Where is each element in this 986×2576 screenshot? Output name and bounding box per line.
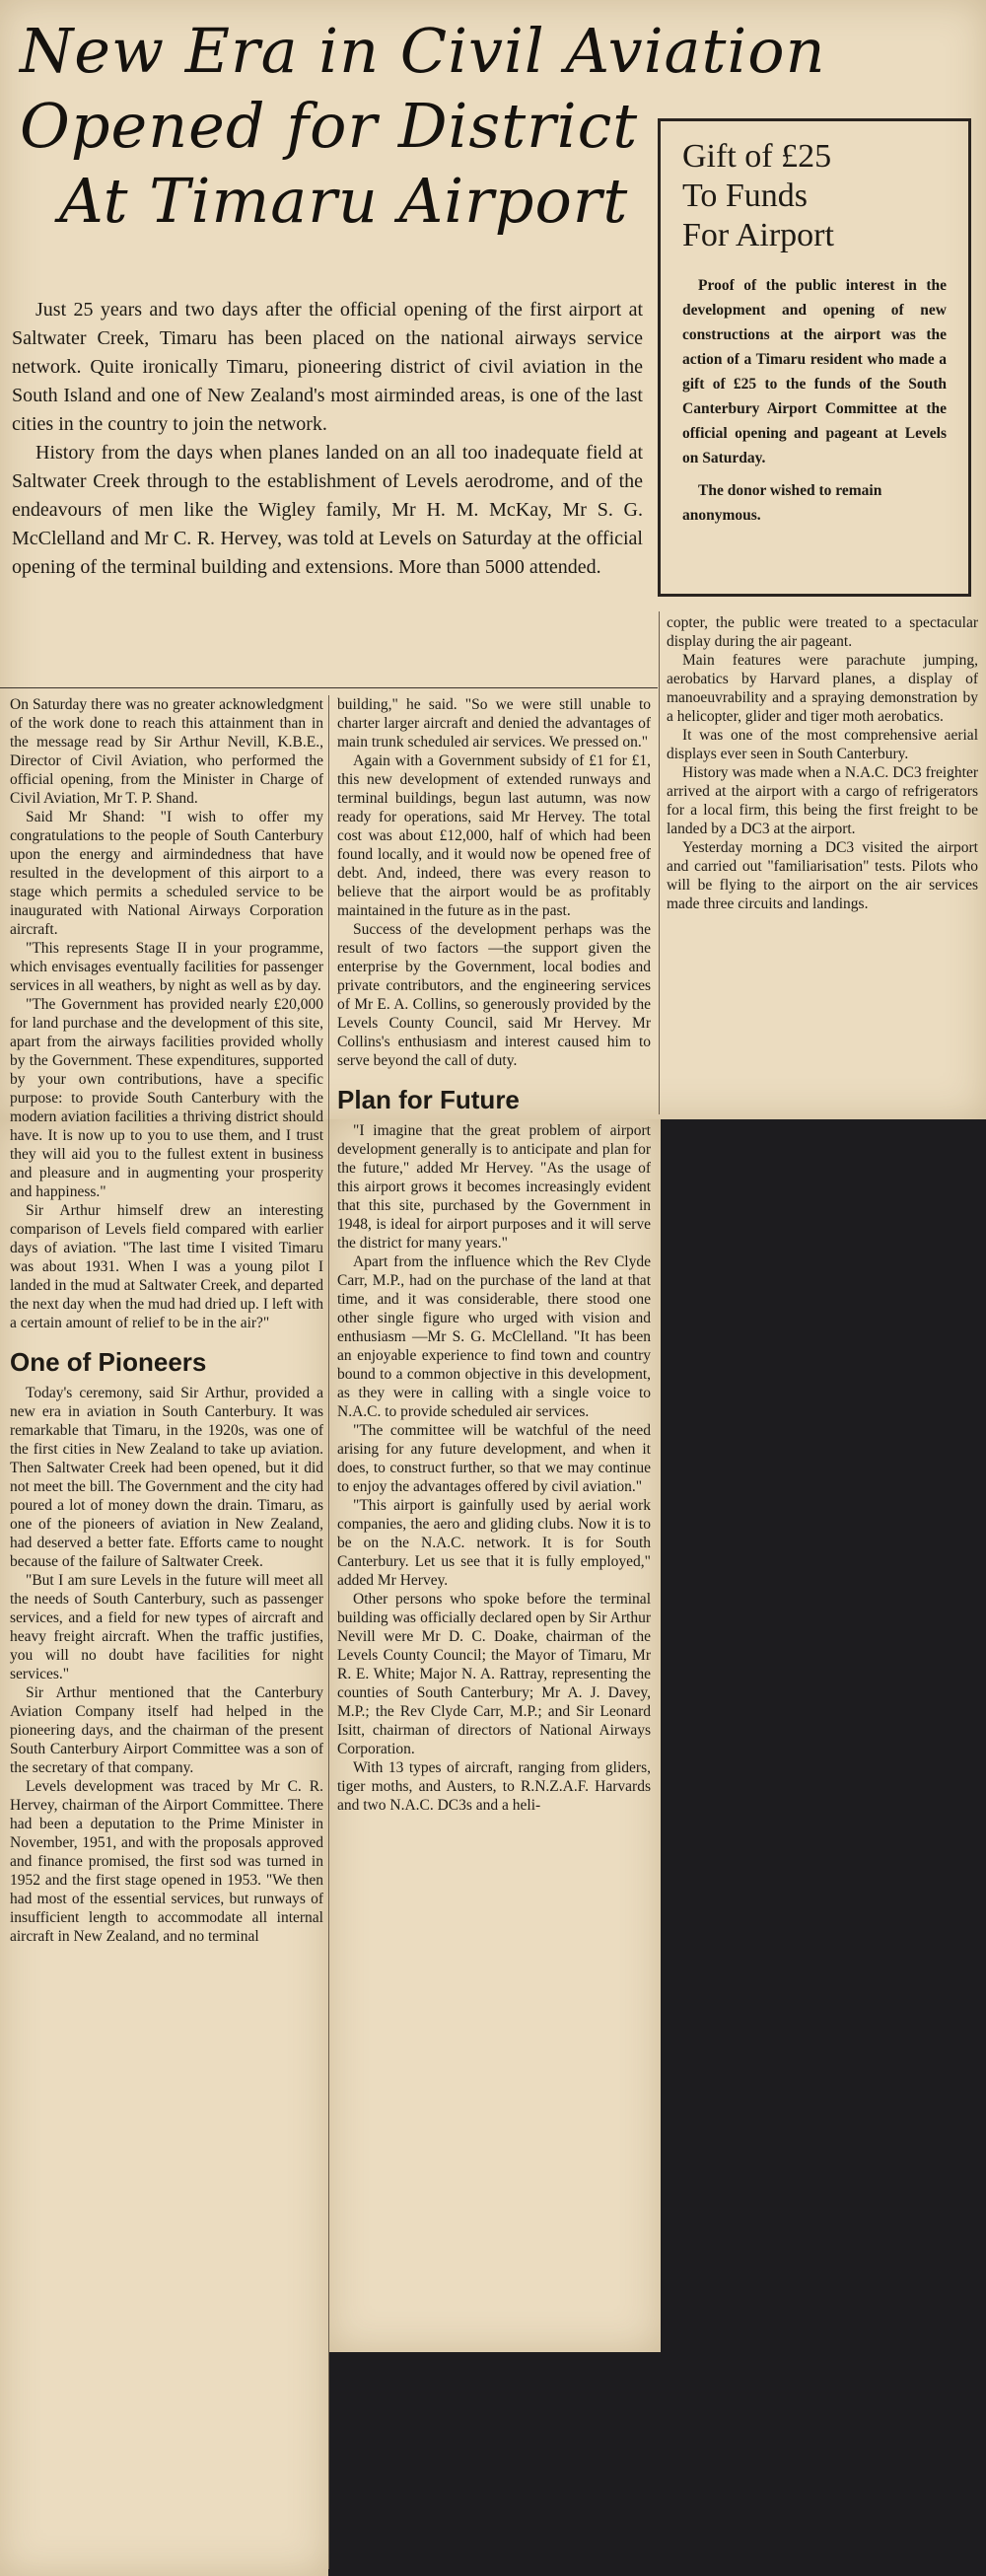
paragraph: On Saturday there was no greater acknowledgment of the work done to reach this attainment than in the message read by Sir Arthur Nevill, K.B.E., Director of Civil Aviation, who performed the official opening, from the Minister in Charge of Civil Aviation, Mr T. P. Shand. [10, 696, 323, 807]
paragraph: copter, the public were treated to a spectacular display during the air pageant. [667, 614, 978, 650]
paragraph: Said Mr Shand: "I wish to offer my congratulations to the people of South Canterbury upon the energy and airmindedness that have resulted in the development of this airport to a stage which permits a scheduled service to be inaugurated with National Airways Corporation aircraft. [10, 809, 323, 938]
paragraph: "I imagine that the great problem of airport development generally is to anticipate and plan for the future," added Mr Hervey. "As the usage of this airport grows it becomes increasingly evident that this site, purchased by the Government in 1948, is ideal for airport purposes and it will serve the district for many years." [337, 1122, 651, 1252]
subheading-one-of-pioneers: One of Pioneers [10, 1347, 207, 1377]
column-rule [659, 611, 660, 1114]
paragraph: "But I am sure Levels in the future will meet all the needs of South Canterbury, such as passenger services, and a field for new types of aircraft and heavy freight aircraft. When the traffic justifies, you will no doubt have facilities for night services." [10, 1572, 323, 1682]
paragraph: "The Government has provided nearly £20,000 for land purchase and the development of this site, apart from the airways facilities provided wholly by the Government. These expenditures, supported by your own contributions, have a specific purpose: to provide South Canterbury with the modern aviation facilities a thriving district should have. It is now up to you to use them, and I trust they will aid you to the fullest extent in business and pleasure and in augmenting your prosperity and happiness." [10, 996, 323, 1200]
paragraph: building," he said. "So we were still unable to charter larger aircraft and denied the advantages of main trunk scheduled air services. We pressed on." [337, 696, 651, 751]
intro-paragraphs [12, 296, 643, 582]
sidebar-title-line-3: For Airport [682, 217, 834, 253]
paragraph: Today's ceremony, said Sir Arthur, provided a new era in aviation in South Canterbury. It was remarkable that Timaru, in the 1920s, was one of the first cities in New Zealand to take up aviation. Then Saltwater Creek had been opened, but it did not meet the bill. The Government and the city had poured a lot of money down the drain. Timaru, as one of the pioneers of aviation in New Zealand, had deserved a better fate. Efforts came to nought because of the failure of Saltwater Creek. [10, 1385, 323, 1570]
paragraph: "The committee will be watchful of the need arising for any future development, and when it does, to construct further, so that we may continue to enjoy the advantages offered by civil aviation." [337, 1422, 651, 1495]
intro-paragraph: History from the days when planes landed on an all too inadequate field at Saltwater Creek through to the establishment of Levels aerodrome, and of the endeavours of men like the Wigley family, Mr H. M. McKay, Mr S. G. McClelland and Mr C. R. Hervey, was told at Levels on Saturday at the official opening of the terminal building and extensions. More than 5000 attended. [12, 442, 643, 578]
paragraph: Yesterday morning a DC3 visited the airport and carried out "familiarisation" tests. Pilots who will be flying to the airport on the air services made three circuits and landings. [667, 839, 978, 912]
sidebar-title-line-1: Gift of £25 [682, 138, 832, 175]
paragraph: Again with a Government subsidy of £1 for £1, this new development of extended runways and terminal buildings, begun last autumn, was now ready for operations, said Mr Hervey. The total cost was about £12,000, half of which had been found locally, and it would now be opened free of debt. And, indeed, there was every reason to believe that the airport would be as profitably maintained in the future as in the past. [337, 752, 651, 919]
sidebar-body: Proof of the public interest in the development and opening of new constructions at the airport was the action of a Timaru resident who made a gift of £25 to the funds of the South Canterbury Airport Committee at the official opening and pageant at Levels on Saturday. [682, 277, 947, 466]
headline-line-3: At Timaru Airport [59, 165, 629, 237]
sidebar-title [682, 137, 947, 255]
paragraph: With 13 types of aircraft, ranging from gliders, tiger moths, and Austers, to R.N.Z.A.F. Harvards and two N.A.C. DC3s and a heli- [337, 1759, 651, 1814]
paragraph: Success of the development perhaps was the result of two factors —the support given the enterprise by the Government, local bodies and private contributors, and the engineering services of Mr E. A. Collins, so generously provided by the Levels County Council, said Mr Hervey. Mr Collins's enthusiasm and interest caused him to serve beyond the call of duty. [337, 921, 651, 1069]
paragraph: Sir Arthur himself drew an interesting comparison of Levels field compared with earlier days of aviation. "The last time I visited Timaru was about 1931. When I was a young pilot I landed in the mud at Saltwater Creek, and departed the next day when the mud had dried up. I left with a certain amount of relief to be in the air?" [10, 1202, 323, 1331]
column-1 [10, 695, 323, 2574]
paragraph: Sir Arthur mentioned that the Canterbury Aviation Company itself had helped in the pioneering days, and the chairman of the present South Canterbury Airport Committee was a son of the secretary of that company. [10, 1684, 323, 1776]
column-2 [337, 695, 651, 2337]
paragraph: Main features were parachute jumping, aerobatics by Harvard planes, a display of manoeuvrability and a spraying demonstration by a helicopter, glider and tiger moth aerobatics. [667, 652, 978, 725]
intro-paragraph: Just 25 years and two days after the official opening of the first airport at Saltwater Creek, Timaru has been placed on the national airways service network. Quite ironically Timaru, pioneering district of civil aviation in the South Island and one of New Zealand's most airminded areas, is one of the last cities in the country to join the network. [12, 299, 643, 435]
intro-divider [0, 687, 658, 688]
paragraph: Other persons who spoke before the terminal building was officially declared open by Sir Arthur Nevill were Mr D. C. Doake, chairman of the Levels County Council; the Mayor of Timaru, Mr R. E. White; Major N. A. Rattray, representing the counties of South Canterbury; Mr A. J. Davey, M.P.; the Rev Clyde Carr, M.P.; and Sir Leonard Isitt, chairman of directors of National Airways Corporation. [337, 1591, 651, 1757]
paragraph: History was made when a N.A.C. DC3 freighter arrived at the airport with a cargo of refrigerators for a local firm, this being the first freight to be landed by a DC3 at the airport. [667, 764, 978, 837]
sidebar-note: The donor wished to remain anonymous. [682, 482, 882, 524]
paragraph: It was one of the most comprehensive aerial displays ever seen in South Canterbury. [667, 727, 978, 762]
sidebar-title-line-2: To Funds [682, 178, 809, 214]
paragraph: Levels development was traced by Mr C. R. Hervey, chairman of the Airport Committee. There had been a deputation to the Prime Minister in November, 1951, and with the proposals approved and finance promised, the first sod was turned in 1952 and the first stage opened in 1953. "We then had most of the essential services, but runways of insufficient length to accommodate all internal aircraft in New Zealand, and no terminal [10, 1778, 323, 1945]
sidebar-box [658, 118, 971, 597]
column-rule [328, 695, 329, 2569]
paragraph: "This airport is gainfully used by aerial work companies, the aero and gliding clubs. Now it is to be on the N.A.C. network. It is for South Canterbury. Let us see that it is fully employed," added Mr Hervey. [337, 1497, 651, 1589]
column-3 [667, 613, 978, 1107]
headline-line-2: Opened for District [20, 90, 639, 162]
paragraph: "This represents Stage II in your programme, which envisages eventually facilities for passenger services in all weathers, by night as well as by day. [10, 940, 323, 994]
headline-line-1: New Era in Civil Aviation [20, 15, 826, 87]
paragraph: Apart from the influence which the Rev Clyde Carr, M.P., had on the purchase of the land at that time, and it was considerable, there stood one other single figure who urged with vision and enthusiasm —Mr S. G. McClelland. "It has been an enjoyable experience to find town and country bound to a common objective in this development, as they were in calling with a single voice to N.A.C. to provide scheduled air services. [337, 1253, 651, 1420]
subheading-plan-for-future: Plan for Future [337, 1085, 520, 1114]
